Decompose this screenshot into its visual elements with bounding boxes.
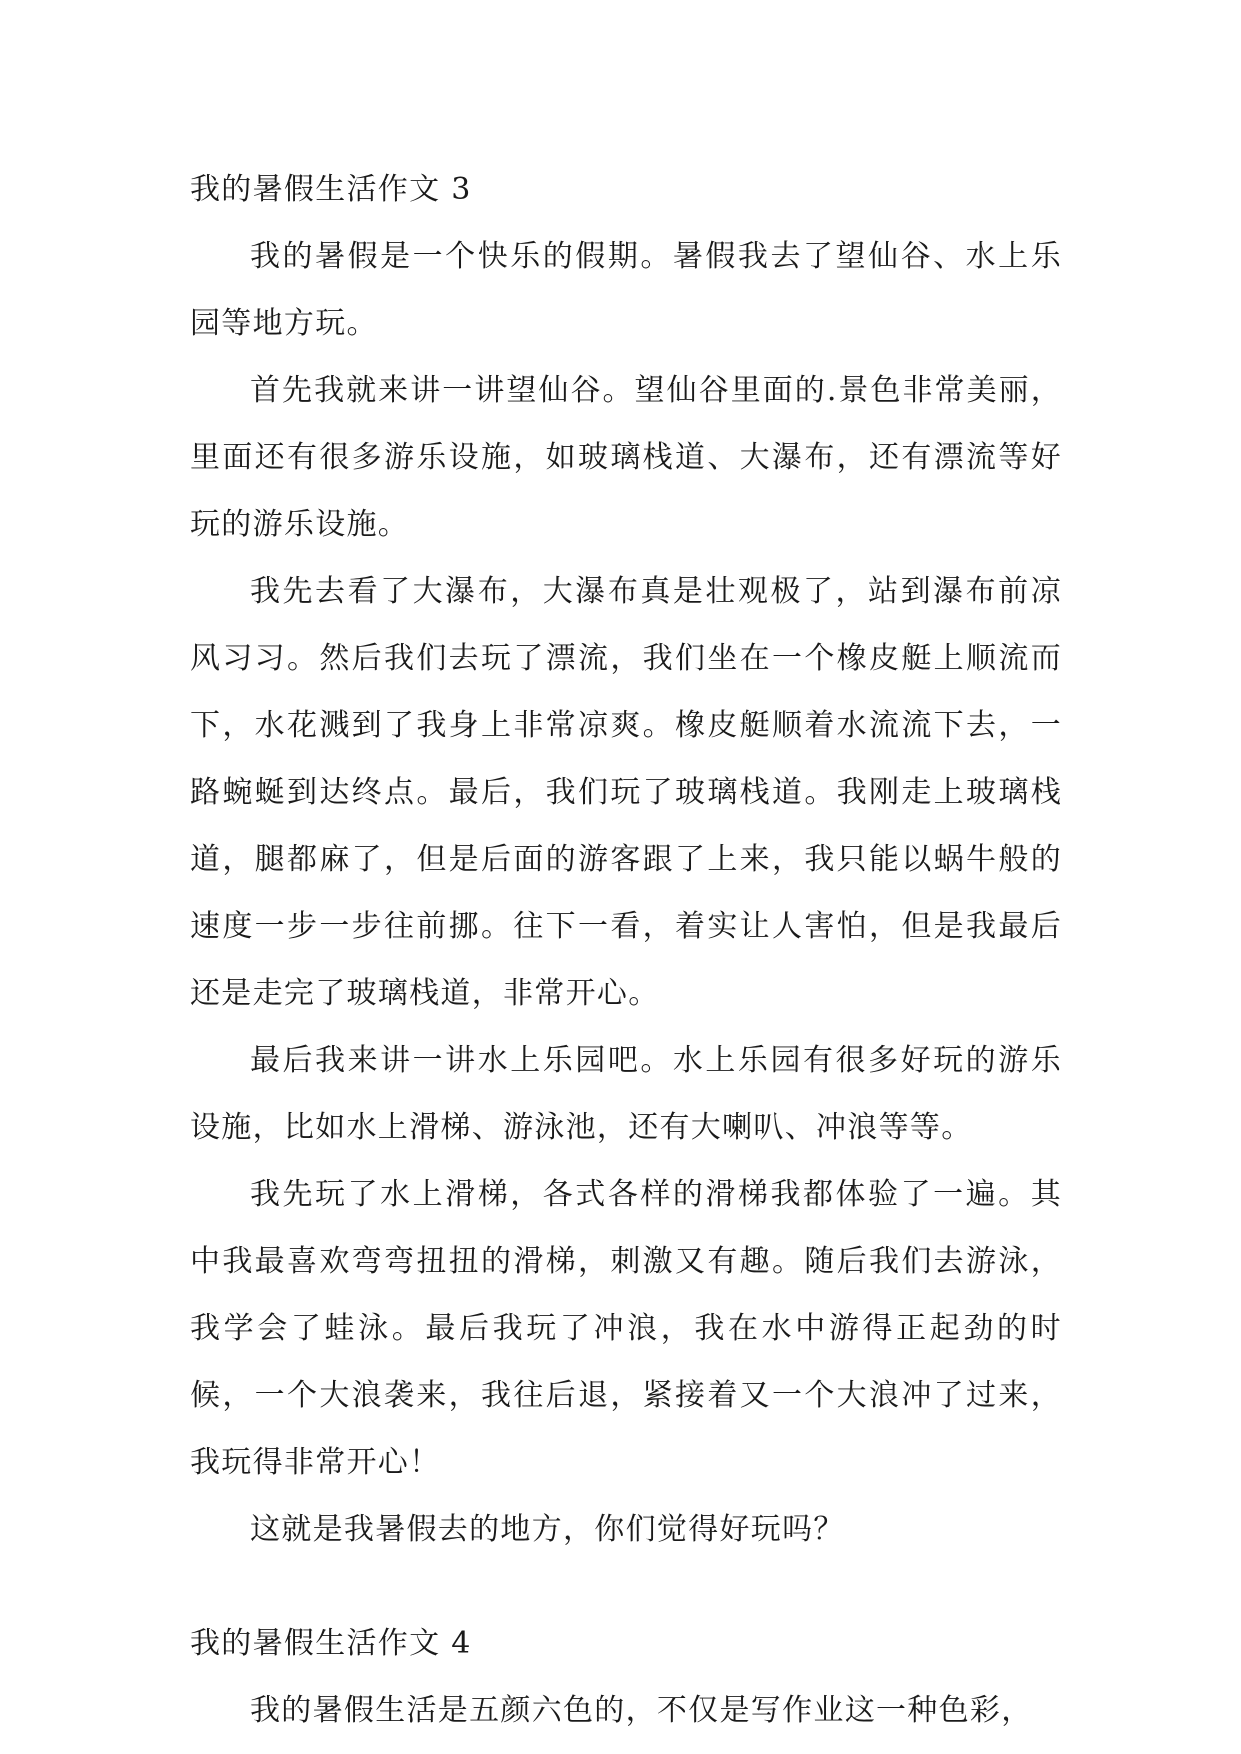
paragraph: 我先去看了大瀑布，大瀑布真是壮观极了，站到瀑布前凉风习习。然后我们去玩了漂流，我们坐在一个橡皮艇上顺流而下，水花溅到了我身上非常凉爽。橡皮艇顺着水流流下去，一路蜿蜒到达终点。最后，我们玩了玻璃栈道。我刚走上玻璃栈道，腿都麻了，但是后面的游客跟了上来，我只能以蜗牛般的速度一步一步往前挪。往下一看，着实让人害怕，但是我最后还是走完了玻璃栈道，非常开心。	[190, 574, 1062, 1011]
paragraph: 这就是我暑假去的地方，你们觉得好玩吗？	[250, 1512, 845, 1547]
section-title: 我的暑假生活作文 4	[190, 1626, 472, 1661]
paragraph: 最后我来讲一讲水上乐园吧。水上乐园有很多好玩的游乐设施，比如水上滑梯、游泳池，还有大喇叭、冲浪等等。	[190, 1043, 1062, 1145]
essay-section-4	[190, 1610, 1062, 1744]
essay-section-3	[190, 156, 1062, 1563]
paragraph: 我先玩了水上滑梯，各式各样的滑梯我都体验了一遍。其中我最喜欢弯弯扭扭的滑梯，刺激又有趣。随后我们去游泳，我学会了蛙泳。最后我玩了冲浪，我在水中游得正起劲的时候，一个大浪袭来，我往后退，紧接着又一个大浪冲了过来，我玩得非常开心！	[190, 1177, 1062, 1480]
section-title: 我的暑假生活作文 3	[190, 172, 472, 207]
paragraph: 首先我就来讲一讲望仙谷。望仙谷里面的.景色非常美丽，里面还有很多游乐设施，如玻璃栈道、大瀑布，还有漂流等好玩的游乐设施。	[190, 373, 1062, 542]
paragraph: 我的暑假生活是五颜六色的，不仅是写作业这一种色彩，	[250, 1693, 1033, 1728]
paragraph: 我的暑假是一个快乐的假期。暑假我去了望仙谷、水上乐园等地方玩。	[190, 239, 1062, 341]
section-spacer	[190, 1563, 1062, 1610]
document-body	[190, 156, 1062, 1744]
